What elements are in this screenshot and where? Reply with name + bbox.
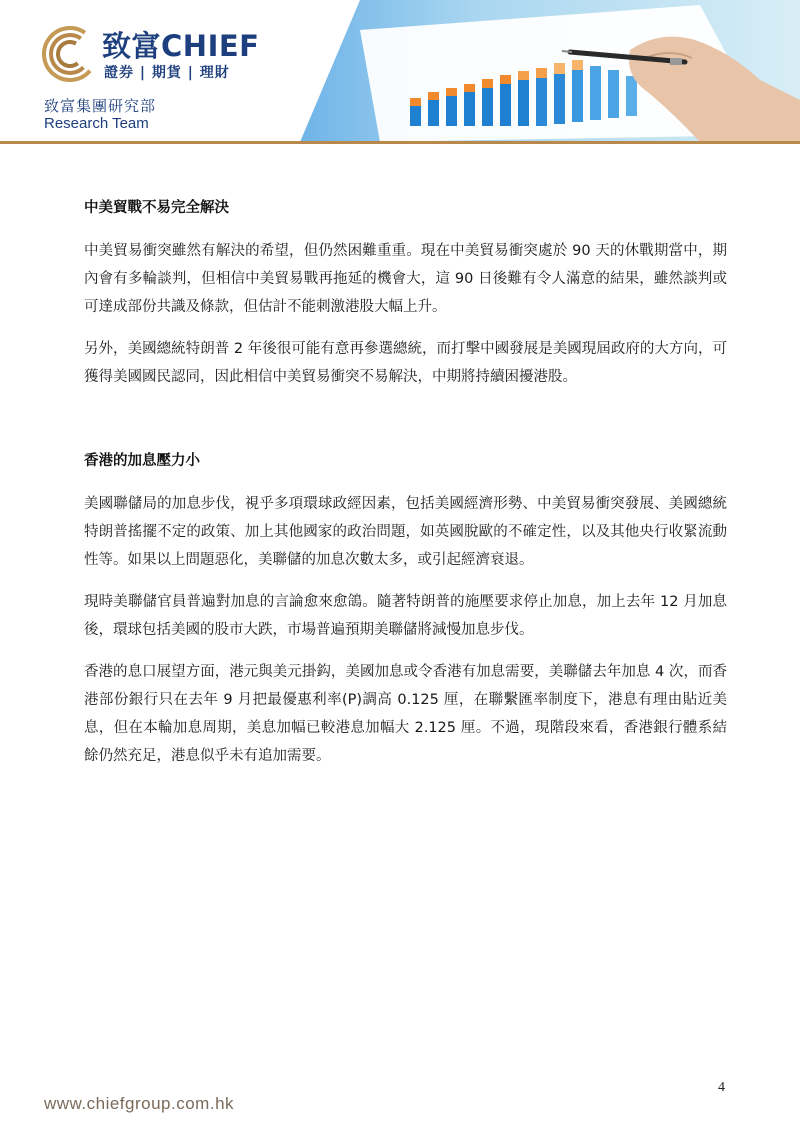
brand-tagline: 證券 | 期貨 | 理財 (104, 65, 230, 81)
paragraph: 美國聯儲局的加息步伐，視乎多項環球政經因素，包括美國經濟形勢、中美貿易衝突發展、美國總統特朗普搖擺不定的政策、加上其他國家的政治問題，如英國脫歐的不確定性，以及其他央行收緊流動性等。如果以上問題惡化，美聯儲的加息次數太多，或引起經濟衰退。 (84, 496, 727, 568)
paragraph: 另外，美國總統特朗普 2 年後很可能有意再參選總統，而打擊中國發展是美國現屆政府的大方向，可獲得美國國民認同，因此相信中美貿易衝突不易解決，中期將持續困擾港股。 (84, 341, 727, 385)
chief-logo-icon (42, 26, 98, 82)
section-heading: 香港的加息壓力小 (84, 453, 200, 469)
paragraph: 香港的息口展望方面，港元與美元掛鈎，美國加息或令香港有加息需要，美聯儲去年加息 4 次，而香港部份銀行只在去年 9 月把最優惠利率(P)調高 0.125 厘，在聯繫匯率制度下，港息有理由貼近美息，但在本輪加息周期，美息加幅已較港息加幅大 2.125 厘。不過，現階段來看，香港銀行體系結餘仍然充足，港息似乎未有追加需要。 (84, 664, 727, 764)
footer-website-link[interactable]: www.chiefgroup.com.hk (44, 1094, 235, 1113)
department-name: 致富集團研究部 (44, 97, 157, 115)
section-heading: 中美貿戰不易完全解決 (84, 200, 229, 216)
paragraph: 現時美聯儲官員普遍對加息的言論愈來愈鴿。隨著特朗普的施壓要求停止加息，加上去年 12 月加息後，環球包括美國的股市大跌，市場普遍預期美聯儲將減慢加息步伐。 (84, 594, 727, 638)
page-number: 4 (718, 1080, 725, 1095)
section-trade-war (84, 196, 727, 391)
section-hk-rates (84, 449, 727, 770)
page-header (0, 0, 800, 145)
header-divider (0, 141, 800, 144)
department-name-en: Research Team (44, 115, 149, 132)
article-body (84, 196, 727, 770)
header-chart-photo (300, 0, 800, 142)
paragraph: 中美貿易衝突雖然有解決的希望，但仍然困難重重。現在中美貿易衝突處於 90 天的休戰期當中，期內會有多輪談判，但相信中美貿易戰再拖延的機會大，這 90 日後難有令人滿意的結果，雖然談判或可達成部份共識及條款，但估計不能刺激港股大幅上升。 (84, 243, 727, 315)
brand-name: 致富CHIEF (102, 29, 260, 63)
